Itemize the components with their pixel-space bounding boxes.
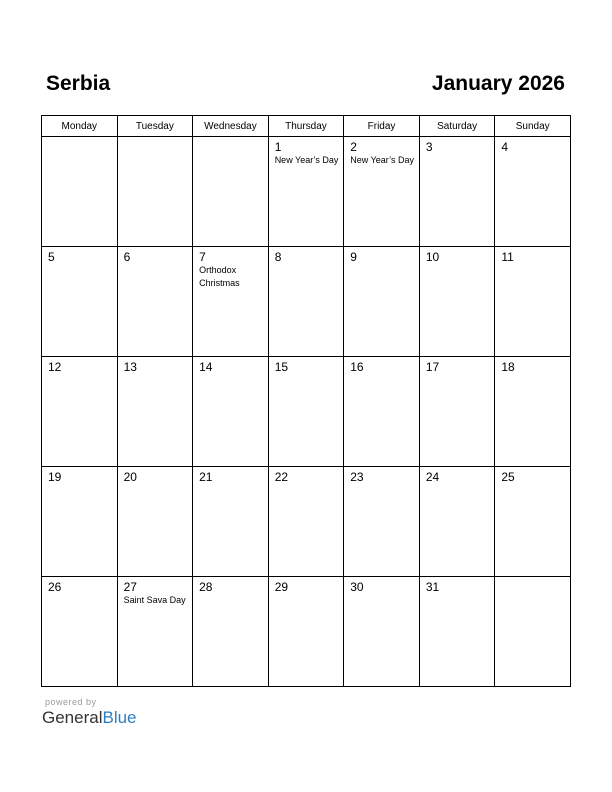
day-number: 13: [123, 360, 137, 374]
day-number: 18: [501, 360, 515, 374]
day-number: 11: [501, 250, 514, 264]
week-row: [42, 577, 571, 687]
day-cell: [193, 577, 269, 687]
brand-blue-text: Blue: [102, 708, 137, 727]
day-cell: [419, 357, 495, 467]
empty-day-cell: [42, 137, 118, 247]
day-cell: [344, 357, 420, 467]
day-cell: [419, 247, 495, 357]
day-cell: [42, 467, 118, 577]
empty-day-cell: [193, 137, 269, 247]
week-row: [42, 357, 571, 467]
day-cell: [117, 577, 193, 687]
day-number: 17: [425, 360, 440, 374]
day-cell: [268, 137, 344, 247]
weekday-saturday: Saturday: [419, 116, 495, 137]
day-cell: [495, 357, 571, 467]
day-cell: [268, 577, 344, 687]
day-number: 12: [48, 360, 62, 374]
day-number: 6: [123, 250, 131, 264]
day-cell: [268, 357, 344, 467]
day-number: 28: [199, 580, 213, 594]
day-cell: [495, 467, 571, 577]
day-cell: [344, 247, 420, 357]
day-number: 5: [48, 250, 55, 264]
day-number: 19: [48, 470, 62, 484]
day-cell: [42, 357, 118, 467]
holiday-label: Orthodox Christmas: [199, 265, 240, 288]
day-number: 27: [123, 580, 137, 594]
weekday-friday: Friday: [344, 116, 420, 137]
day-number: 16: [350, 360, 364, 374]
calendar-grid: [41, 115, 571, 687]
day-number: 29: [274, 580, 289, 594]
day-cell: [419, 577, 495, 687]
day-cell: [193, 467, 269, 577]
day-number: 23: [350, 470, 364, 484]
day-number: 25: [501, 470, 515, 484]
holiday-label: Saint Sava Day: [123, 595, 186, 605]
day-cell: [117, 357, 193, 467]
day-number: 14: [199, 360, 213, 374]
day-cell: [117, 467, 193, 577]
weekday-thursday: Thursday: [268, 116, 344, 137]
day-number: 7: [199, 250, 206, 264]
day-number: 30: [350, 580, 364, 594]
day-number: 2: [350, 140, 357, 154]
day-cell: [117, 247, 193, 357]
brand-general-text: General: [42, 708, 103, 727]
day-number: 4: [501, 140, 509, 154]
day-number: 10: [425, 250, 440, 264]
calendar-body: [42, 137, 571, 687]
day-number: 8: [274, 250, 282, 264]
day-number: 3: [425, 140, 433, 154]
day-cell: [268, 247, 344, 357]
day-number: 21: [199, 470, 213, 484]
day-number: 26: [48, 580, 62, 594]
day-cell: [193, 357, 269, 467]
day-cell: [495, 247, 571, 357]
weekday-header-row: [42, 116, 571, 137]
day-number: 15: [274, 360, 289, 374]
weekday-sunday: Sunday: [495, 116, 571, 137]
day-cell: [419, 137, 495, 247]
week-row: [42, 467, 571, 577]
brand-logo[interactable]: [42, 708, 137, 728]
day-number: 20: [123, 470, 137, 484]
day-number: 31: [425, 580, 440, 594]
footer-branding: [42, 697, 137, 728]
day-cell: [495, 137, 571, 247]
holiday-label: New Year’s Day: [274, 155, 339, 165]
day-cell: [268, 467, 344, 577]
country-title: Serbia: [46, 72, 111, 95]
day-number: 1: [274, 140, 282, 154]
day-cell: [344, 577, 420, 687]
day-number: 24: [425, 470, 440, 484]
empty-day-cell: [117, 137, 193, 247]
day-cell: [42, 577, 118, 687]
powered-by-text: powered by: [45, 697, 97, 707]
weekday-monday: Monday: [42, 116, 118, 137]
weekday-tuesday: Tuesday: [117, 116, 193, 137]
day-cell: [344, 137, 420, 247]
empty-day-cell: [495, 577, 571, 687]
day-cell: [419, 467, 495, 577]
holiday-label: New Year’s Day: [350, 155, 414, 165]
day-number: 22: [274, 470, 289, 484]
day-number: 9: [350, 250, 357, 264]
month-title: January 2026: [431, 72, 565, 95]
day-cell: [344, 467, 420, 577]
weekday-wednesday: Wednesday: [193, 116, 269, 137]
week-row: [42, 247, 571, 357]
day-cell: [193, 247, 269, 357]
day-cell: [42, 247, 118, 357]
week-row: [42, 137, 571, 247]
